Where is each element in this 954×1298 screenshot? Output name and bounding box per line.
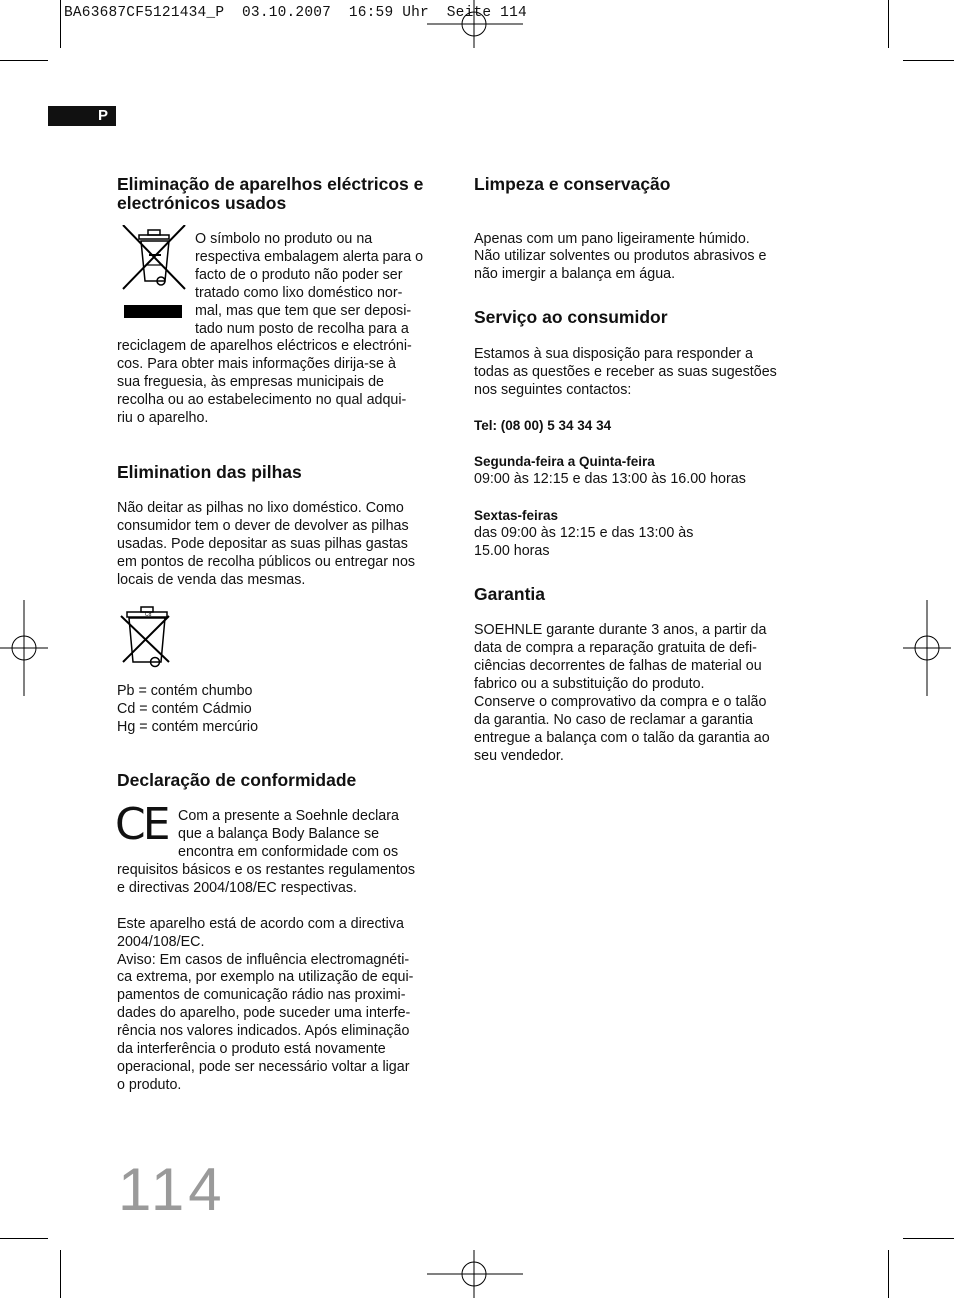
directive-line: 2004/108/EC. bbox=[117, 933, 205, 950]
warranty-text bbox=[474, 622, 804, 765]
battery-bin-icon bbox=[117, 604, 177, 672]
crop-mark bbox=[903, 1238, 954, 1239]
registration-mark-right bbox=[903, 600, 951, 696]
warranty-line: fabrico ou a substituição do produto. bbox=[474, 676, 705, 693]
section-title-warranty: Garantia bbox=[474, 583, 545, 604]
warranty-line: seu vendedor. bbox=[474, 747, 564, 764]
weee-line: facto de o produto não poder ser bbox=[195, 266, 403, 283]
section-title-batteries: Elimination das pilhas bbox=[117, 461, 302, 482]
service-days-label: Segunda-feira a Quinta-feira bbox=[474, 454, 655, 470]
weee-line: O símbolo no produto ou na bbox=[195, 231, 373, 247]
service-phone: Tel: (08 00) 5 34 34 34 bbox=[474, 418, 612, 434]
crop-mark bbox=[0, 1238, 48, 1239]
weee-block bbox=[117, 231, 447, 428]
chemical-line: Cd = contém Cádmio bbox=[117, 700, 252, 717]
weee-line: riu o aparelho. bbox=[117, 410, 209, 427]
crop-mark bbox=[0, 60, 48, 61]
service-line: nos seguintes contactos: bbox=[474, 381, 632, 398]
crossed-bin-icon bbox=[119, 225, 187, 325]
directive-line: da interferência o produto está novamente bbox=[117, 1041, 386, 1058]
weee-text-wrap bbox=[195, 231, 447, 338]
section-title-service: Serviço ao consumidor bbox=[474, 307, 668, 328]
warranty-line: Conserve o comprovativo da compra e o talão bbox=[474, 694, 767, 710]
directive-line: o produto. bbox=[117, 1076, 182, 1093]
print-slug: BA63687CF5121434_P 03.10.2007 16:59 Uhr Seite 114 bbox=[64, 5, 527, 21]
crop-mark bbox=[888, 1250, 889, 1298]
weee-line: tratado como lixo doméstico nor- bbox=[195, 284, 403, 301]
service-line: Estamos à sua disposição para responder a bbox=[474, 345, 753, 362]
service-days-hours: 09:00 às 12:15 e das 13:00 às 16.00 horas bbox=[474, 471, 746, 488]
service-line: todas as questões e receber as suas sugestões bbox=[474, 363, 777, 380]
ce-mark-text: CE bbox=[115, 799, 168, 851]
conformity-wrap bbox=[178, 808, 447, 862]
batteries-line: locais de venda das mesmas. bbox=[117, 572, 306, 589]
weee-line: tado num posto de recolha para a bbox=[195, 320, 409, 337]
cleaning-line: não imergir a balança em água. bbox=[474, 266, 676, 283]
service-friday-label: Sextas-feiras bbox=[474, 508, 559, 524]
directive-line: dades do aparelho, pode suceder uma interfe- bbox=[117, 1005, 411, 1022]
language-tab bbox=[48, 106, 116, 126]
batteries-text bbox=[117, 500, 447, 590]
weee-line: recolha ou ao estabelecimento no qual adqui- bbox=[117, 392, 407, 409]
crop-mark bbox=[903, 60, 954, 61]
left-column bbox=[117, 175, 447, 1095]
conformity-line: Com a presente a Soehnle declara bbox=[178, 808, 399, 825]
chemical-line: Hg = contém mercúrio bbox=[117, 718, 259, 735]
crop-mark bbox=[60, 0, 61, 48]
directive-line: Aviso: Em casos de influência electromagnéti- bbox=[117, 951, 410, 968]
weee-line: respectiva embalagem alerta para o bbox=[195, 248, 424, 265]
conformity-line: requisitos básicos e os restantes regulamentos bbox=[117, 861, 416, 878]
directive-line: operacional, pode ser necessário voltar a ligar bbox=[117, 1059, 410, 1075]
section-title-weee: Eliminação de aparelhos eléctricos e electrónicos usados bbox=[117, 174, 424, 213]
batteries-line: Não deitar as pilhas no lixo doméstico. Como bbox=[117, 500, 404, 517]
batteries-line: usadas. Pode depositar as suas pilhas gastas bbox=[117, 536, 408, 553]
section-title-conformity: Declaração de conformidade bbox=[117, 769, 357, 790]
warranty-line: ciências decorrentes de falhas de material ou bbox=[474, 658, 762, 675]
directive-line: pamentos de comunicação rádio nas proximi- bbox=[117, 987, 406, 1004]
ce-mark-icon bbox=[115, 799, 168, 851]
batteries-line: em pontos de recolha públicos ou entregar nos bbox=[117, 554, 416, 571]
directive-line: Este aparelho está de acordo com a directiva bbox=[117, 915, 404, 932]
chemical-line: Pb = contém chumbo bbox=[117, 683, 253, 699]
crop-mark bbox=[60, 1250, 61, 1298]
warranty-line: SOEHNLE garante durante 3 anos, a partir da bbox=[474, 622, 767, 639]
warranty-line: da garantia. No caso de reclamar a garantia bbox=[474, 711, 753, 728]
service-text bbox=[474, 346, 804, 400]
weee-line: mal, mas que tem que ser deposi- bbox=[195, 302, 412, 319]
warranty-line: data de compra a reparação gratuita de defi- bbox=[474, 640, 757, 657]
weee-line: sua freguesia, às empresas municipais de bbox=[117, 374, 385, 391]
weee-line: reciclagem de aparelhos eléctricos e electróni- bbox=[117, 338, 412, 355]
crop-mark bbox=[888, 0, 889, 48]
cleaning-line: Não utilizar solventes ou produtos abrasivos e bbox=[474, 248, 767, 265]
battery-bin-label: Cd bbox=[145, 612, 152, 618]
right-column bbox=[474, 175, 804, 766]
service-friday-hours: das 09:00 às 12:15 e das 13:00 às bbox=[474, 525, 694, 542]
battery-chemicals-list bbox=[117, 683, 447, 737]
registration-mark-left bbox=[0, 600, 48, 696]
conformity-line: que a balança Body Balance se bbox=[178, 826, 380, 843]
language-letter: P bbox=[97, 107, 108, 124]
service-friday-hours: 15.00 horas bbox=[474, 542, 550, 559]
batteries-line: consumidor tem o dever de devolver as pilhas bbox=[117, 518, 409, 535]
weee-line: cos. Para obter mais informações dirija-se à bbox=[117, 356, 396, 373]
cleaning-text bbox=[474, 231, 804, 285]
conformity-line: e directivas 2004/108/EC respectivas. bbox=[117, 879, 357, 896]
page-number: 114 bbox=[118, 1156, 226, 1223]
directive-line: rência nos valores indicados. Após eliminação bbox=[117, 1023, 410, 1040]
directive-text bbox=[117, 916, 447, 1095]
cleaning-line: Apenas com um pano ligeiramente húmido. bbox=[474, 230, 750, 247]
warranty-line: entregue a balança com o talão da garantia ao bbox=[474, 729, 770, 746]
section-title-cleaning: Limpeza e conservação bbox=[474, 174, 671, 194]
directive-line: ca extrema, por exemplo na utilização de equi- bbox=[117, 969, 414, 986]
conformity-line: encontra em conformidade com os bbox=[178, 844, 399, 861]
conformity-block bbox=[115, 799, 447, 898]
registration-mark-bottom bbox=[427, 1250, 523, 1298]
